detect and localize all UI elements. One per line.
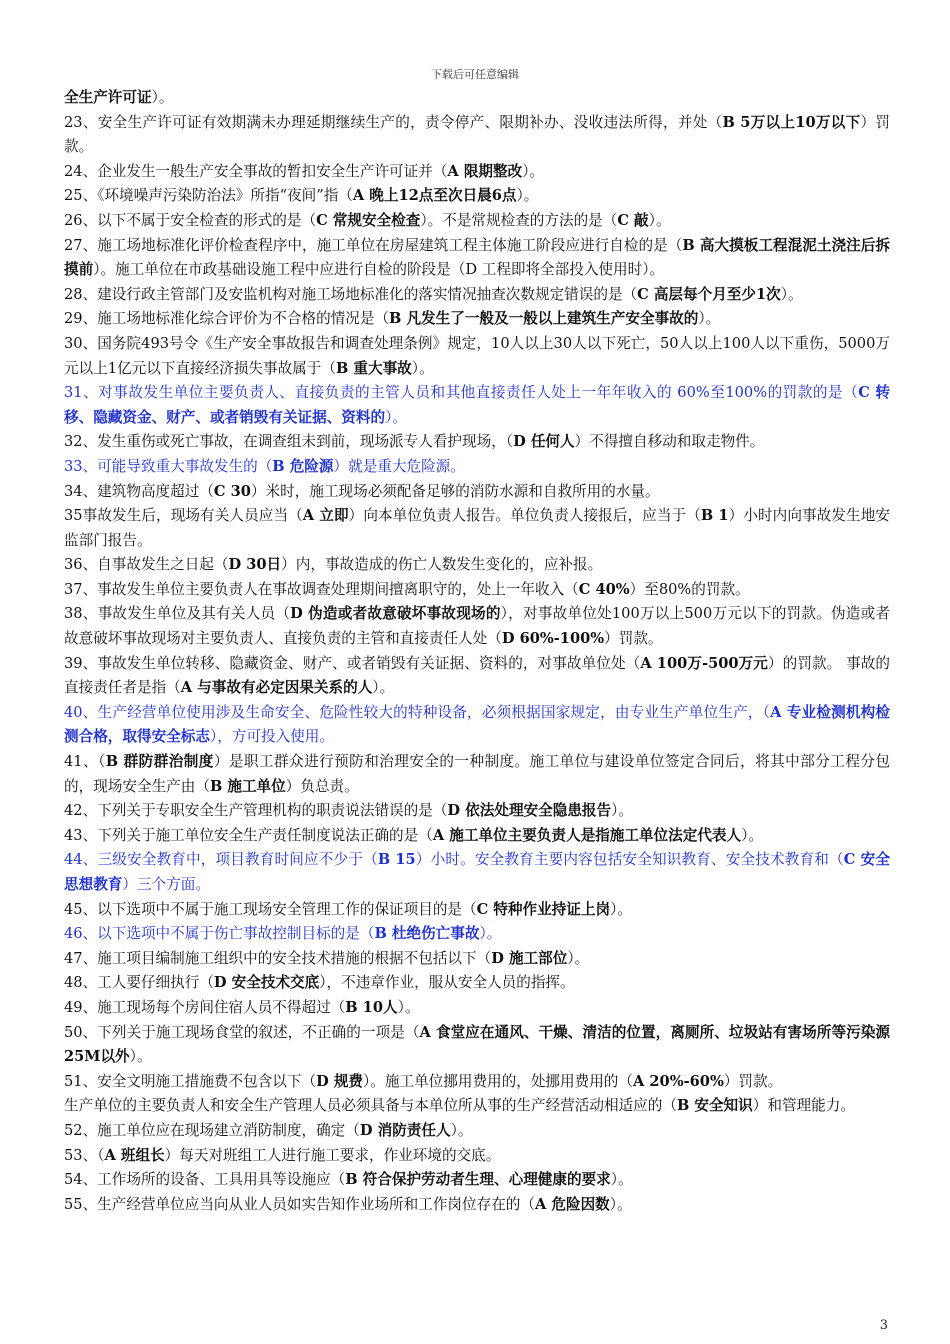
question-text: 54、工作场所的设备、工具用具等设施应（ [64, 1171, 346, 1189]
question-text: 49、施工现场每个房间住宿人员不得超过（ [64, 998, 346, 1016]
question-text: ）内，事故造成的伤亡人数发生变化的，应补报。 [281, 556, 603, 574]
question-text: 46、以下选项中不属于伤亡事故控制目标的是（ [64, 925, 375, 943]
answer-text: A 20%-60% [633, 1072, 724, 1090]
answer-text: D 施工部位 [491, 949, 568, 967]
question-text: 32、发生重伤或死亡事故，在调查组未到前，现场派专人看护现场，（ [64, 433, 514, 451]
question-text: ）三个方面。 [122, 876, 210, 893]
answer-text: A 危险因数 [534, 1195, 610, 1213]
question-text: ）米时，施工现场必须配备足够的消防水源和自救所用的水量。 [250, 482, 660, 500]
question-text: ）。 [397, 998, 420, 1016]
answer-text: B 1 [700, 507, 729, 525]
question-text: ）。 [450, 1121, 473, 1139]
answer-text: A 立即 [302, 507, 349, 525]
question-text: 55、生产经营单位应当向从业人员如实告知作业场所和工作岗位存在的（ [64, 1195, 535, 1213]
question-text: 36、自事故发生之日起（ [64, 556, 229, 574]
question-text: 42、下列关于专职安全生产管理机构的职责说法错误的是（ [64, 802, 448, 820]
question-text: ）。 [516, 187, 539, 205]
question-text: ）是职工群众进行预防和治理安全的一种制度。施工单位与建设单位签定合同后，将其中部分工程分包的，现场安全生产由（ [64, 753, 890, 795]
answer-text: C 30 [213, 482, 251, 500]
question-p44 [64, 848, 890, 897]
question-text: 35事故发生后，现场有关人员应当（ [64, 507, 303, 525]
question-p33 [64, 455, 890, 480]
question-text: ）罚款。 [64, 113, 890, 156]
question-text: ）和管理能力。 [752, 1097, 855, 1115]
answer-text: B 5万以上10万以下 [722, 113, 861, 131]
question-text: 33、可能导致重大事故发生的（ [64, 457, 273, 475]
question-text: 27、施工场地标准化评价检查程序中，施工单位在房屋建筑工程主体施工阶段应进行自检的是（ [64, 236, 683, 254]
question-p48 [64, 971, 890, 996]
answer-text: C 高层每个月至少1次 [637, 285, 781, 303]
question-p25 [64, 184, 890, 209]
question-text: 44、三级安全教育中，项目教育时间应不少于（ [64, 851, 378, 869]
question-text: 24、企业发生一般生产安全事故的暂扣安全生产许可证并（ [64, 162, 448, 180]
question-p51 [64, 1070, 890, 1095]
question-text: ）。施工单位在市政基础设施工程中应进行自检的阶段是（D 工程即将全部投入使用时）。 [93, 261, 665, 279]
question-text: ）罚款。 [604, 630, 663, 648]
question-text: ），对事故单位处100万以上500万元以下的罚款。伪造或者故意破坏事故现场对主要负责人、直接负责的主管和直接责任人处（ [64, 605, 890, 648]
answer-text: C 常规安全检查 [316, 211, 421, 229]
answer-text: B 施工单位 [209, 777, 286, 795]
answer-text: B 安全知识 [676, 1097, 753, 1115]
answer-text: C 特种作业持证上岗 [476, 900, 611, 918]
answer-text: D 伪造或者故意破坏事故现场的 [290, 605, 501, 623]
answer-text: C 转移、隐藏资金、财产、或者销毁有关证据、资料的 [64, 384, 891, 426]
answer-text: A 100万-500万元 [640, 654, 768, 672]
question-text: 30、国务院493号令《生产安全事故报告和调查处理条例》规定，10人以上30人以下死亡，50人以上100人以下重伤，5000万元以上1亿元以下直接经济损失事故属于（ [64, 334, 890, 377]
answer-text: D 任何人 [513, 433, 575, 451]
question-text: ）。不是常规检查的方法的是（ [420, 211, 618, 229]
question-text: ）。 [385, 408, 407, 426]
question-p55 [64, 1193, 890, 1218]
question-text: 26、以下不属于安全检查的形式的是（ [64, 211, 317, 229]
question-text: ）罚款。 [723, 1072, 783, 1090]
question-text: ）。 [151, 89, 174, 106]
question-p42 [64, 799, 890, 824]
question-text: 31、对事故发生单位主要负责人、直接负责的主管人员和其他直接责任人处上一年年收入的 60%至100%的罚款的是（ [64, 384, 859, 402]
question-text: ）。 [610, 1171, 633, 1189]
question-text: 45、以下选项中不属于施工现场安全管理工作的保证项目的是（ [64, 900, 477, 918]
answer-text: B 符合保护劳动者生理、心理健康的要求 [345, 1171, 611, 1189]
question-text: ）。 [567, 949, 590, 967]
question-p29 [64, 307, 890, 332]
question-text: 50、下列关于施工现场食堂的叙述，不正确的一项是（ [64, 1023, 420, 1041]
page-number: 3 [879, 1318, 888, 1333]
question-p47 [64, 947, 890, 972]
question-p27 [64, 234, 890, 283]
question-text: ）。 [522, 162, 545, 180]
question-p36 [64, 553, 890, 578]
question-p32 [64, 430, 890, 455]
answer-text: A 晚上12点至次日晨6点 [352, 187, 517, 205]
question-text: 48、工人要仔细执行（ [64, 974, 214, 992]
question-text: 40、生产经营单位使用涉及生命安全、危险性较大的特种设备，必须根据国家规定，由专业生产单位生产，（ [64, 703, 771, 721]
question-p24 [64, 160, 890, 185]
question-p45 [64, 898, 890, 923]
answer-text: A 与事故有必定因果关系的人 [180, 679, 373, 697]
answer-text: D 规费 [316, 1072, 364, 1090]
answer-text: C 敲 [617, 211, 649, 229]
question-p40 [64, 701, 890, 750]
question-text: ），方可投入使用。 [209, 728, 334, 746]
question-text: 51、安全文明施工措施费不包含以下（ [64, 1072, 317, 1090]
question-text: ）向本单位负责人报告。单位负责人接报后，应当于（ [348, 507, 701, 525]
question-p26 [64, 209, 890, 234]
question-text: ）。 [780, 285, 803, 303]
question-text: 29、施工场地标准化综合评价为不合格的情况是（ [64, 310, 390, 328]
question-text: ）小时内向事故发生地安监部门报告。 [64, 507, 890, 549]
answer-text: D 30日 [228, 556, 282, 574]
question-text: 43、下列关于施工单位安全生产责任制度说法正确的是（ [64, 826, 433, 844]
answer-text: B 重大事故 [335, 359, 412, 377]
question-text: ）。 [129, 1048, 152, 1066]
question-text: ）。 [479, 925, 502, 943]
question-text: ）。 [372, 679, 395, 697]
answer-text: B 10人 [345, 998, 398, 1016]
answer-text: A 限期整改 [447, 162, 523, 180]
question-text: 28、建设行政主管部门及安监机构对施工场地标准化的落实情况抽查次数规定错误的是（ [64, 285, 638, 303]
question-text: 25、《环境噪声污染防治法》所指“夜间”指（ [64, 187, 353, 205]
question-text: ）小时。安全教育主要内容包括安全知识教育、安全技术教育和（ [415, 851, 844, 869]
document-body [64, 86, 890, 1217]
answer-text: C 40% [578, 580, 630, 598]
question-text: 34、建筑物高度超过（ [64, 482, 214, 500]
question-text: 39、事故发生单位转移、隐藏资金、财产、或者销毁有关证据、资料的，对事故单位处（ [64, 654, 641, 672]
question-text: ）不得擅自移动和取走物件。 [574, 433, 765, 451]
question-p35 [64, 504, 890, 553]
answer-text: D 60%-100% [501, 630, 605, 648]
question-p38 [64, 602, 890, 651]
answer-text: D 安全技术交底 [213, 974, 320, 992]
answer-text: B 危险源 [272, 457, 334, 475]
question-p51b [64, 1094, 890, 1119]
question-p0 [64, 86, 890, 111]
question-p50 [64, 1021, 890, 1070]
question-p23 [64, 111, 890, 160]
answer-text: B 群防群治制度 [105, 753, 214, 771]
question-text: ）的罚款。 事故的直接责任者是指（ [64, 654, 891, 697]
question-p31 [64, 381, 890, 430]
answer-text: A 施工单位主要负责人是指施工单位法定代表人 [432, 826, 742, 844]
question-text: ）。 [698, 310, 721, 328]
answer-text: A 专业检测机构检测合格，取得安全标志 [64, 703, 891, 746]
question-p37 [64, 578, 890, 603]
answer-text: A 食堂应在通风、干燥、清洁的位置，离厕所、垃圾站有害场所等污染源25M以外 [64, 1023, 890, 1066]
page-header: 下载后可任意编辑 [431, 68, 519, 81]
question-text: 37、事故发生单位主要负责人在事故调查处理期间擅离职守的，处上一年收入（ [64, 580, 579, 598]
question-text: ），不违章作业，服从安全人员的指挥。 [319, 974, 575, 992]
question-text: 47、施工项目编制施工组织中的安全技术措施的根据不包括以下（ [64, 949, 492, 967]
question-text: 23、安全生产许可证有效期满未办理延期继续生产的，责令停产、限期补办、没收违法所得，并处（ [64, 113, 723, 131]
answer-text: C 安全思想教育 [64, 851, 890, 893]
question-p54 [64, 1168, 890, 1193]
question-p46 [64, 922, 890, 947]
question-p49 [64, 996, 890, 1021]
question-text: ）每天对班组工人进行施工要求，作业环境的交底。 [164, 1146, 501, 1164]
question-text: ）就是重大危险源。 [333, 457, 465, 475]
question-text: 52、施工单位应在现场建立消防制度，确定（ [64, 1121, 360, 1139]
question-p30 [64, 332, 890, 381]
question-text: 38、事故发生单位及其有关人员（ [64, 605, 291, 623]
question-text: ）。 [741, 826, 763, 844]
question-p28 [64, 283, 890, 308]
answer-text: B 杜绝伤亡事故 [374, 925, 480, 943]
question-p52 [64, 1119, 890, 1144]
answer-text: 全生产许可证 [64, 89, 152, 106]
question-p41 [64, 750, 890, 799]
question-p53 [64, 1144, 890, 1169]
question-text: ）。 [609, 1195, 632, 1213]
question-p43 [64, 824, 890, 849]
question-p39 [64, 652, 890, 701]
question-text: ）至80%的罚款。 [629, 580, 750, 598]
question-text: ）。施工单位挪用费用的，处挪用费用的（ [363, 1072, 633, 1090]
answer-text: D 依法处理安全隐患报告 [447, 802, 612, 820]
answer-text: B 高大摸板工程混泥土浇注后拆摸前 [64, 236, 891, 279]
answer-text: B 15 [377, 851, 416, 869]
question-p34 [64, 480, 890, 505]
question-text: ）。 [611, 802, 633, 820]
question-text: ）。 [411, 359, 434, 377]
question-text: 生产单位的主要负责人和安全生产管理人员必须具备与本单位所从事的生产经营活动相适应的（ [64, 1097, 677, 1115]
answer-text: A 班组长 [104, 1146, 165, 1164]
question-text: ）负总责。 [285, 777, 359, 795]
question-text: 53、（ [64, 1146, 105, 1164]
answer-text: B 凡发生了一般及一般以上建筑生产安全事故的 [389, 310, 699, 328]
question-text: ）。 [648, 211, 671, 229]
answer-text: D 消防责任人 [359, 1121, 451, 1139]
question-text: 41、（ [64, 753, 106, 771]
question-text: ）。 [610, 900, 632, 918]
